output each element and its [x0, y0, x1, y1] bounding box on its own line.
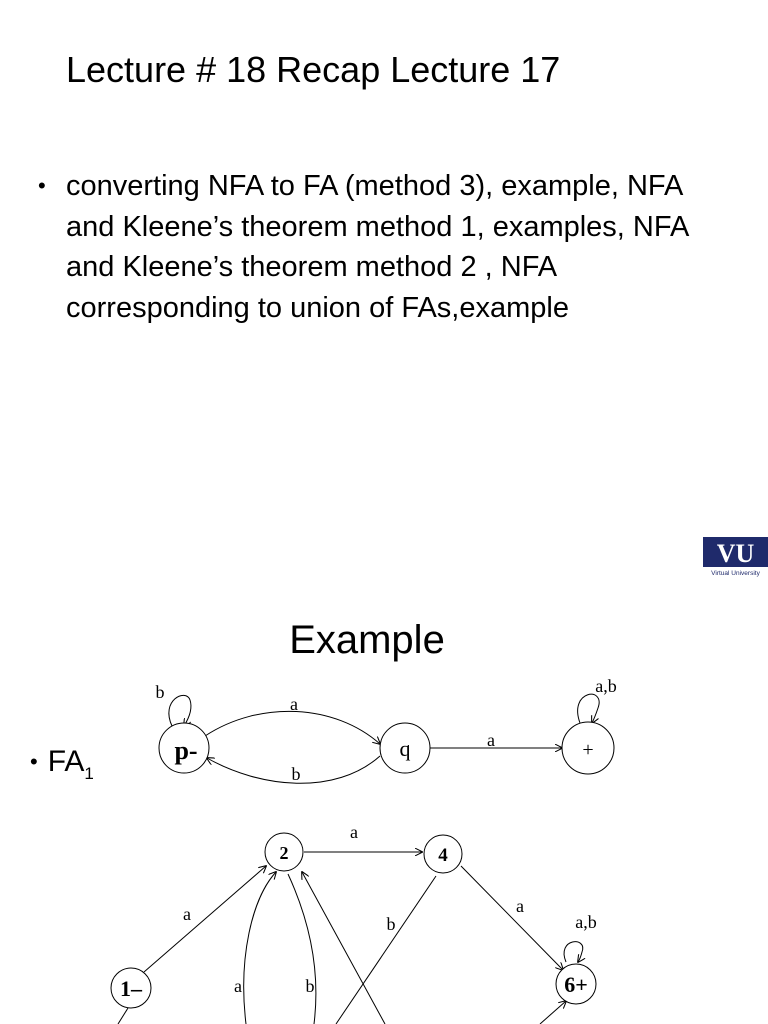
- fa1-loop-p: [169, 695, 191, 726]
- nfa-edge-1-2: [144, 866, 266, 972]
- fa1-state-label: +: [582, 739, 594, 761]
- vu-logo-text: VU: [716, 539, 755, 568]
- bullet-text: converting NFA to FA (method 3), example, NFA and Kleene’s theorem method 1, examples, NFA and Kleene’s theorem method 2 , NFA corresponding to union of FAs,example: [66, 170, 688, 324]
- nfa-edge-label: b: [305, 976, 315, 996]
- vu-logo: [703, 537, 768, 577]
- fa1-label-text: FA: [47, 745, 85, 778]
- nfa-state-label: 6+: [564, 972, 588, 997]
- nfa-edge-4-down: [336, 876, 436, 1024]
- vu-logo-subtitle: Virtual University: [711, 570, 760, 577]
- nfa-edge-up-6: [540, 1001, 566, 1024]
- fa1-edge-label: a: [487, 730, 495, 750]
- nfa-state-label: 2: [279, 843, 289, 863]
- nfa-edge-label: a: [234, 976, 242, 996]
- fa1-edge-label: a: [290, 694, 298, 714]
- fa1-edge-label: b: [291, 764, 301, 784]
- fa1-edge-label: a,b: [595, 676, 617, 696]
- slide-title: Lecture # 18 Recap Lecture 17: [66, 49, 561, 90]
- nfa-edge-2-down: [288, 874, 316, 1024]
- nfa-state-label: 4: [438, 845, 448, 866]
- slide-example: [0, 576, 768, 1024]
- fa1-label-subscript: 1: [84, 764, 94, 783]
- nfa-edge-label: a: [516, 896, 524, 916]
- fa1-edge-label: b: [155, 682, 165, 702]
- fa1-state-label: p-: [174, 736, 198, 765]
- fa1-loop-plus: [578, 694, 599, 723]
- nfa-loop-6: [564, 942, 583, 962]
- bullet-icon: •: [38, 173, 46, 198]
- nfa-state-label: 1–: [120, 976, 142, 1001]
- nfa-edge-4-6: [461, 866, 563, 970]
- slide-title: Example: [289, 618, 445, 662]
- bullet-icon: •: [30, 749, 38, 774]
- nfa-edge-label: a,b: [575, 912, 597, 932]
- nfa-edge-up-2-b: [302, 872, 385, 1024]
- nfa-edge-label: a: [183, 904, 191, 924]
- nfa-edge-1-down: [118, 1008, 128, 1024]
- nfa-edge-up-2: [244, 872, 276, 1024]
- fa1-edge-p-q: [205, 711, 380, 744]
- nfa-edge-label: a: [350, 822, 358, 842]
- nfa-edge-label: b: [386, 914, 396, 934]
- automata-diagram: [0, 576, 768, 1024]
- fa1-state-label: q: [399, 736, 411, 761]
